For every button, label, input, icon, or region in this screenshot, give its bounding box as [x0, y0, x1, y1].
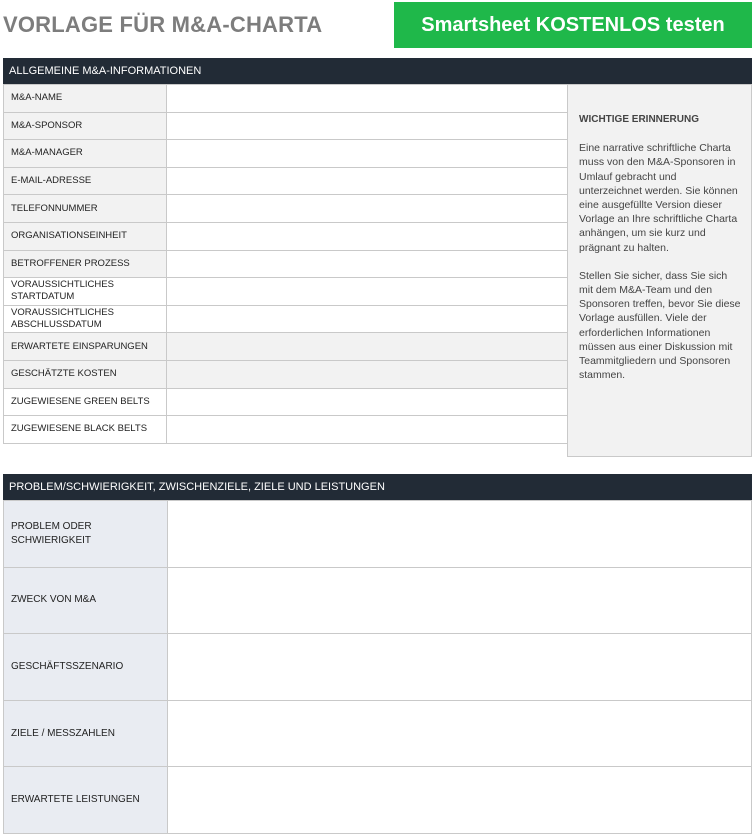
table-row — [4, 388, 568, 416]
general-info-table — [3, 84, 568, 444]
table-row — [4, 167, 568, 195]
deliverables-field[interactable] — [168, 767, 752, 834]
row-label: PROBLEM ODER SCHWIERIGKEIT — [4, 501, 168, 568]
row-label: ZUGEWIESENE GREEN BELTS — [4, 388, 167, 416]
name-field[interactable] — [167, 85, 568, 113]
row-label: ZUGEWIESENE BLACK BELTS — [4, 416, 167, 444]
reminder-panel — [567, 84, 752, 457]
problem-table — [3, 500, 752, 834]
table-row — [4, 501, 752, 568]
try-smartsheet-button[interactable]: Smartsheet KOSTENLOS testen — [394, 2, 752, 48]
table-row — [4, 222, 568, 250]
row-label: TELEFONNUMMER — [4, 195, 167, 223]
reminder-title: WICHTIGE ERINNERUNG — [579, 114, 699, 125]
manager-field[interactable] — [167, 140, 568, 168]
row-label: M&A-NAME — [4, 85, 167, 113]
table-row — [4, 85, 568, 113]
row-label: ZWECK VON M&A — [4, 567, 168, 634]
cost-field[interactable] — [167, 360, 568, 388]
row-label: ERWARTETE LEISTUNGEN — [4, 767, 168, 834]
row-label: GESCHÄTZTE KOSTEN — [4, 360, 167, 388]
row-label: ERWARTETE EINSPARUNGEN — [4, 333, 167, 361]
row-label: VORAUSSICHTLICHES ABSCHLUSSDATUM — [4, 305, 167, 333]
process-field[interactable] — [167, 250, 568, 278]
table-row — [4, 140, 568, 168]
business-case-field[interactable] — [168, 634, 752, 701]
row-label: M&A-MANAGER — [4, 140, 167, 168]
table-row — [4, 278, 568, 306]
reminder-paragraph: Stellen Sie sicher, dass Sie sich mit dem M&A-Team und den Sponsoren treffen, bevor Sie diese Vorlage ausfüllen. Viele der erforderlichen Informationen müssen aus einer Diskussion mit Teammitgliedern und Sponsoren stammen. — [579, 269, 741, 382]
org-unit-field[interactable] — [167, 222, 568, 250]
table-row — [4, 195, 568, 223]
green-belts-field[interactable] — [167, 388, 568, 416]
end-date-field[interactable] — [167, 305, 568, 333]
purpose-field[interactable] — [168, 567, 752, 634]
start-date-field[interactable] — [167, 278, 568, 306]
table-row — [4, 567, 752, 634]
table-row — [4, 305, 568, 333]
reminder-paragraph: Eine narrative schriftliche Charta muss von den M&A-Sponsoren in Umlauf gebracht und unterzeichnet werden. Sie können eine ausgefüllte Version dieser Vorlage an Ihre schriftliche Charta anhängen, um sie kurz und prägnant zu halten. — [579, 142, 738, 254]
page-title: VORLAGE FÜR M&A-CHARTA — [3, 12, 323, 37]
table-row — [4, 767, 752, 834]
phone-field[interactable] — [167, 195, 568, 223]
table-row — [4, 360, 568, 388]
problem-field[interactable] — [168, 501, 752, 568]
row-label: VORAUSSICHTLICHES STARTDATUM — [4, 278, 167, 306]
savings-field[interactable] — [167, 333, 568, 361]
row-label: GESCHÄFTSSZENARIO — [4, 634, 168, 701]
row-label: M&A-SPONSOR — [4, 112, 167, 140]
general-info-header: ALLGEMEINE M&A-INFORMATIONEN — [3, 58, 752, 84]
row-label: BETROFFENER PROZESS — [4, 250, 167, 278]
table-row — [4, 700, 752, 767]
problem-section-header: PROBLEM/SCHWIERIGKEIT, ZWISCHENZIELE, ZIELE UND LEISTUNGEN — [3, 474, 752, 500]
black-belts-field[interactable] — [167, 416, 568, 444]
row-label: ORGANISATIONSEINHEIT — [4, 222, 167, 250]
table-row — [4, 112, 568, 140]
sponsor-field[interactable] — [167, 112, 568, 140]
table-row — [4, 416, 568, 444]
row-label: ZIELE / MESSZAHLEN — [4, 700, 168, 767]
goals-field[interactable] — [168, 700, 752, 767]
row-label: E-MAIL-ADRESSE — [4, 167, 167, 195]
table-row — [4, 634, 752, 701]
email-field[interactable] — [167, 167, 568, 195]
table-row — [4, 250, 568, 278]
table-row — [4, 333, 568, 361]
